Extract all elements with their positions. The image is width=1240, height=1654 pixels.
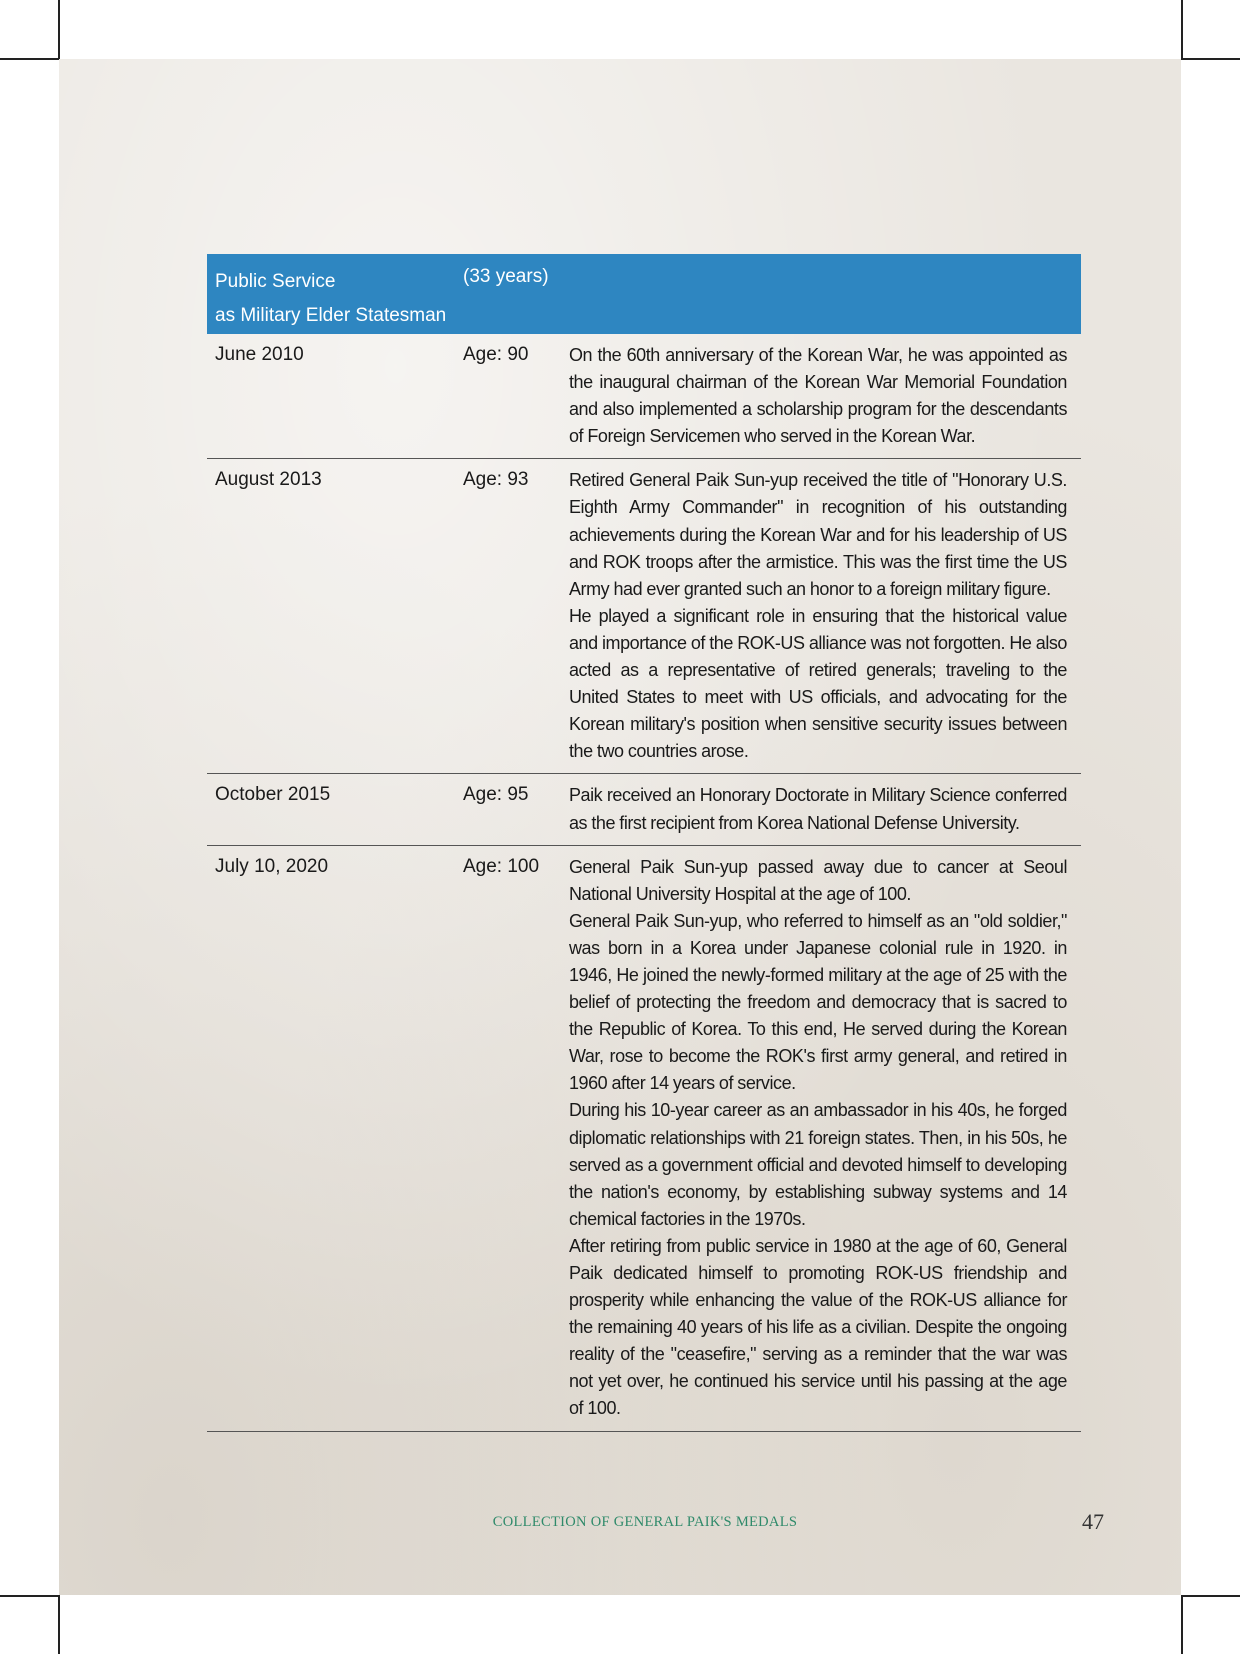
row-age: Age: 90: [463, 344, 529, 365]
header-title-line1: Public Service: [215, 271, 336, 292]
crop-mark: [0, 1595, 59, 1597]
table-body: [207, 334, 1081, 1432]
crop-mark: [58, 1595, 60, 1654]
table-row: [207, 459, 1081, 774]
row-date: July 10, 2020: [215, 855, 329, 877]
table-row: [207, 334, 1081, 459]
crop-mark: [58, 0, 60, 59]
row-age: Age: 95: [463, 784, 529, 806]
row-description: [569, 342, 1067, 450]
row-date: October 2015: [215, 784, 331, 806]
description-paragraph: During his 10-year career as an ambassador in his 40s, he forged diplomatic relationships with 21 foreign states. Then, in his 50s, he served as a government official and devoted himself to developing the nation's economy, by establishing subway systems and 14 chemical factories in the 1970s.: [569, 1100, 1067, 1229]
description-paragraph: General Paik Sun-yup, who referred to himself as an "old soldier," was born in a Korea under Japanese colonial rule in 1920. in 1946, He joined the newly-formed military at the age of 25 with the belief of protecting the freedom and democracy that is sacred to the Republic of Korea. To this end, He served during the Korean War, rose to become the ROK's first army general, and retired in 1960 after 14 years of service.: [569, 910, 1067, 1094]
header-title-line2: as Military Elder Statesman: [215, 305, 447, 326]
description-paragraph: Retired General Paik Sun-yup received the title of "Honorary U.S. Eighth Army Commander" in recognition of his outstanding achievements during the Korean War and for his leadership of US and ROK troops after the armistice. This was the first time the US Army had ever granted such an honor to a foreign military figure.: [569, 470, 1067, 599]
row-age: Age: 100: [463, 855, 540, 877]
description-paragraph: General Paik Sun-yup passed away due to cancer at Seoul National University Hospital at the age of 100.: [569, 856, 1067, 904]
row-date: August 2013: [215, 469, 322, 491]
table-row: [207, 846, 1081, 1432]
crop-mark: [1181, 1595, 1240, 1597]
table-header: [207, 254, 1081, 334]
timeline-table: [207, 254, 1081, 1432]
row-date: June 2010: [215, 344, 304, 365]
description-paragraph: On the 60th anniversary of the Korean War, he was appointed as the inaugural chairman of the Korean War Memorial Foundation and also implemented a scholarship program for the descendants of Foreign Servicemen who served in the Korean War.: [569, 345, 1067, 447]
footer-title: COLLECTION OF GENERAL PAIK'S MEDALS: [492, 1514, 798, 1530]
crop-mark: [1181, 1595, 1183, 1654]
row-age: Age: 93: [463, 469, 529, 491]
description-paragraph: After retiring from public service in 1980 at the age of 60, General Paik dedicated himself to promoting ROK-US friendship and prosperity while enhancing the value of the ROK-US alliance for the remaining 40 years of his life as a civilian. Despite the ongoing reality of the "ceasefire," serving as a reminder that the war was not yet over, he continued his service until his passing at the age of 100.: [569, 1235, 1067, 1419]
crop-mark: [1181, 58, 1240, 60]
header-duration: (33 years): [463, 266, 549, 287]
header-title: [215, 265, 446, 333]
description-paragraph: He played a significant role in ensuring that the historical value and importance of the ROK-US alliance was not forgotten. He also acted as a representative of retired generals; traveling to the United States to meet with US officials, and advocating for the Korean military's position when sensitive security issues between the two countries arose.: [569, 605, 1067, 762]
page-number: 47: [1082, 1509, 1104, 1534]
crop-mark: [0, 58, 59, 60]
row-description: [569, 782, 1067, 836]
description-paragraph: Paik received an Honorary Doctorate in Military Science conferred as the first recipient from Korea National Defense University.: [569, 785, 1067, 833]
crop-mark: [1181, 0, 1183, 59]
row-description: [569, 854, 1067, 1423]
row-description: [569, 467, 1067, 765]
table-row: [207, 774, 1081, 845]
